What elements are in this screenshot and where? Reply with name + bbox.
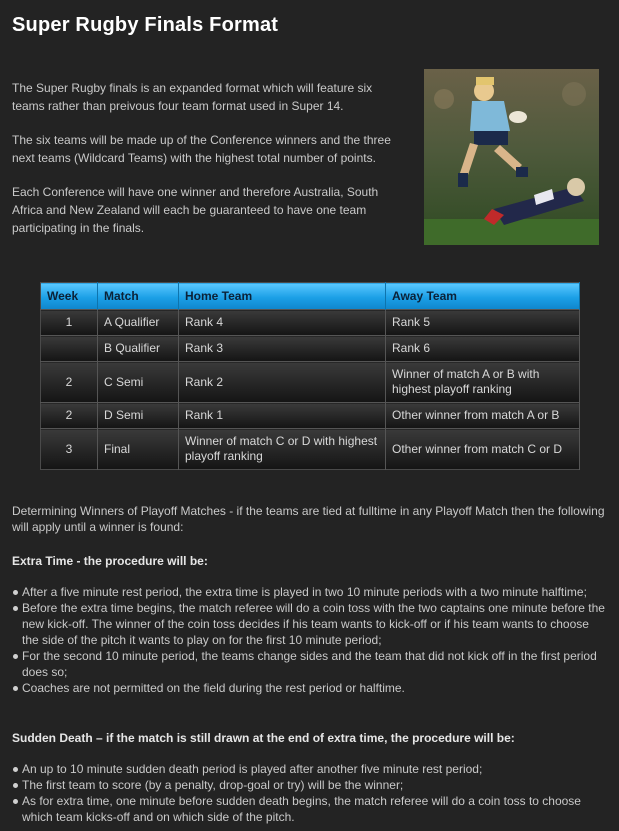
cell-away-team: Winner of match A or B with highest playoff ranking	[386, 362, 580, 403]
table-header-row	[41, 283, 580, 310]
header-week: Week	[41, 283, 98, 310]
cell-away-team: Other winner from match C or D	[386, 429, 580, 470]
table-row	[41, 403, 580, 429]
cell-match: Final	[98, 429, 179, 470]
playoff-rules	[12, 503, 607, 825]
cell-away-team: Other winner from match A or B	[386, 403, 580, 429]
table-row	[41, 362, 580, 403]
cell-week: 3	[41, 429, 98, 470]
cell-match: B Qualifier	[98, 336, 179, 362]
table-row	[41, 310, 580, 336]
table-row	[41, 336, 580, 362]
sudden-death-list	[12, 761, 607, 825]
extra-time-heading: Extra Time - the procedure will be:	[12, 554, 208, 568]
cell-week	[41, 336, 98, 362]
cell-match: C Semi	[98, 362, 179, 403]
list-item: For the second 10 minute period, the teams change sides and the team that did not kick off in the first period does so;	[22, 648, 607, 680]
intro-paragraph: The six teams will be made up of the Conference winners and the three next teams (Wildcard Teams) with the highest total number of points.	[12, 133, 391, 165]
cell-match: D Semi	[98, 403, 179, 429]
cell-away-team: Rank 6	[386, 336, 580, 362]
intro-text	[12, 79, 407, 253]
extra-time-list	[12, 584, 607, 696]
intro-paragraph: The Super Rugby finals is an expanded format which will feature six teams rather than preivous four team format used in Super 14.	[12, 81, 373, 113]
list-item: Coaches are not permitted on the field during the rest period or halftime.	[22, 680, 607, 696]
rugby-action-photo	[424, 69, 599, 245]
cell-home-team: Rank 2	[179, 362, 386, 403]
intro-paragraph: Each Conference will have one winner and therefore Australia, South Africa and New Zealand will each be guaranteed to have one team participating in the finals.	[12, 185, 379, 235]
cell-away-team: Rank 5	[386, 310, 580, 336]
rugby-photo-illustration	[424, 69, 599, 245]
page-title: Super Rugby Finals Format	[12, 14, 279, 36]
cell-week: 2	[41, 403, 98, 429]
header-away-team: Away Team	[386, 283, 580, 310]
list-item: An up to 10 minute sudden death period is played after another five minute rest period;	[22, 761, 607, 777]
finals-format-table	[40, 282, 580, 470]
playoff-intro: Determining Winners of Playoff Matches - if the teams are tied at fulltime in any Playoff Match then the following will apply until a winner is found:	[12, 504, 605, 534]
cell-home-team: Rank 1	[179, 403, 386, 429]
header-home-team: Home Team	[179, 283, 386, 310]
cell-match: A Qualifier	[98, 310, 179, 336]
list-item: After a five minute rest period, the extra time is played in two 10 minute periods with a two minute halftime;	[22, 584, 607, 600]
cell-week: 2	[41, 362, 98, 403]
table-row	[41, 429, 580, 470]
list-item: The first team to score (by a penalty, drop-goal or try) will be the winner;	[22, 777, 607, 793]
list-item: As for extra time, one minute before sudden death begins, the match referee will do a coin toss to choose which team kicks-off and on which side of the pitch.	[22, 793, 607, 825]
header-match: Match	[98, 283, 179, 310]
cell-home-team: Rank 4	[179, 310, 386, 336]
sudden-death-heading: Sudden Death – if the match is still drawn at the end of extra time, the procedure will be:	[12, 731, 515, 745]
cell-home-team: Rank 3	[179, 336, 386, 362]
cell-week: 1	[41, 310, 98, 336]
cell-home-team: Winner of match C or D with highest playoff ranking	[179, 429, 386, 470]
list-item: Before the extra time begins, the match referee will do a coin toss with the two captains one minute before the new kick-off. The winner of the coin toss decides if his team wants to kick-off or if his team wants to choose the side of the pitch it wants to play on for the first 10 minute period;	[22, 600, 607, 648]
